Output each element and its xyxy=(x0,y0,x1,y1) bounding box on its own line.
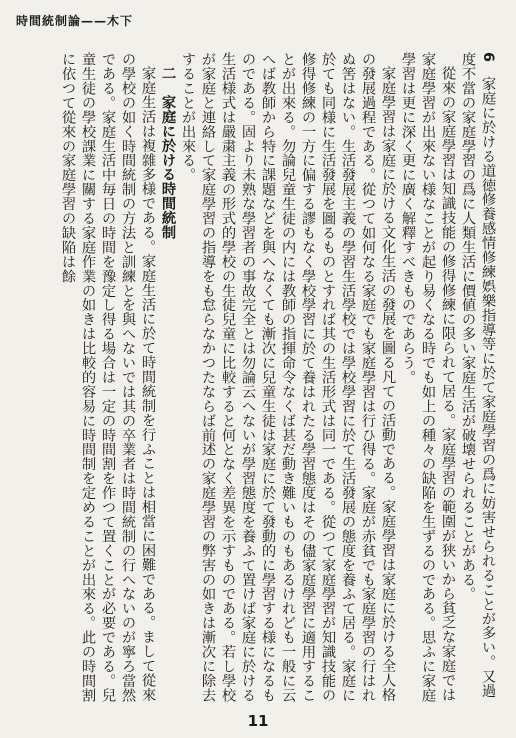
paragraph-c: 家庭生活は複雜多様である。家庭生活に於て時間統制を行ふことは相當に困難である。まして從來の學校の如く時間統制の方法と訓練とを與へないでは其の卒業者は時間統制の行へないのが寧ろ當然である。家庭生活中毎日の時間を豫定し得る場合は一定の時間割を作つて置くことが必要である。兒童生徒の學校課業に關する家庭作業の如きは比較的容易に時間制を定めることが出來る。此の時間割に依つて從來の家庭學習の缺陥は餘 xyxy=(60,52,156,703)
page-number: 11 xyxy=(247,712,269,730)
running-title: 時間統制論——木下 xyxy=(16,14,134,28)
section-6-text: 家庭に於ける道徳修養感情修練娯樂指導等に於て家庭學習の爲に妨害せられることが多い。又過度不當の家庭學習の爲に人類生活に價値の多い家庭生活が破壊せられることがある。 xyxy=(460,52,496,698)
section-6-paragraph xyxy=(458,52,498,707)
paragraph-b: 家庭學習は家庭に於ける文化生活の發展を圖る凡ての活動である。家庭學習は家庭に於ける全人格の發展過程である。從つて如何なる家庭でも家庭學習は行ひ得る。家庭が赤貧でも家庭學習の行はれぬ筈はない。生活發展主義の學習生活學校では學校學習に於て生活發展の態度を養ふて居る。家庭に於ても同様に生活發展を圖るものとすれば其の生活形式は同一である。從つて家庭學習が知識技能の修得修練の一方に偏する謬もなく學校學習に於て養はれたる學習態度はその儘家庭學習に適用することが出來る。勿論兒童生徒の内には教師の指揮命令なくば甚だ動き難いものもあるけれども一般に云へば教師から特に課題などを與へなくても漸次に兒童生徒は家庭に於て發動的に學習する様になるものである。固より未熟な學習者の事故完全とは勿論云へないが學習態度を養ふて置けば家庭に於ける生活様式は嚴粛主義の形式的學校の生徒兒童に比較すると何となく差異を示すものである。若し學校が家庭と連絡して家庭學習の指導をも怠らなかつたならば前述の家庭學習の弊害の如きは漸次に除去することが出來る。 xyxy=(180,52,396,703)
section-2-heading: 二 家庭に於ける時間統制 xyxy=(160,66,176,240)
section-6-number: 6 xyxy=(480,52,496,63)
paragraph-a: 從來の家庭學習は知識技能の修得修練に限られて居る。家庭學習の範圍が狭いから貧乏な家庭では家庭學習が出來ない様なことが起り易くなる時でも如上の種々の缺陥を生ずるのである。思ふに家庭學習は更に深く更に廣く解釋すべきものであらう。 xyxy=(400,52,456,703)
body-text xyxy=(28,52,498,707)
